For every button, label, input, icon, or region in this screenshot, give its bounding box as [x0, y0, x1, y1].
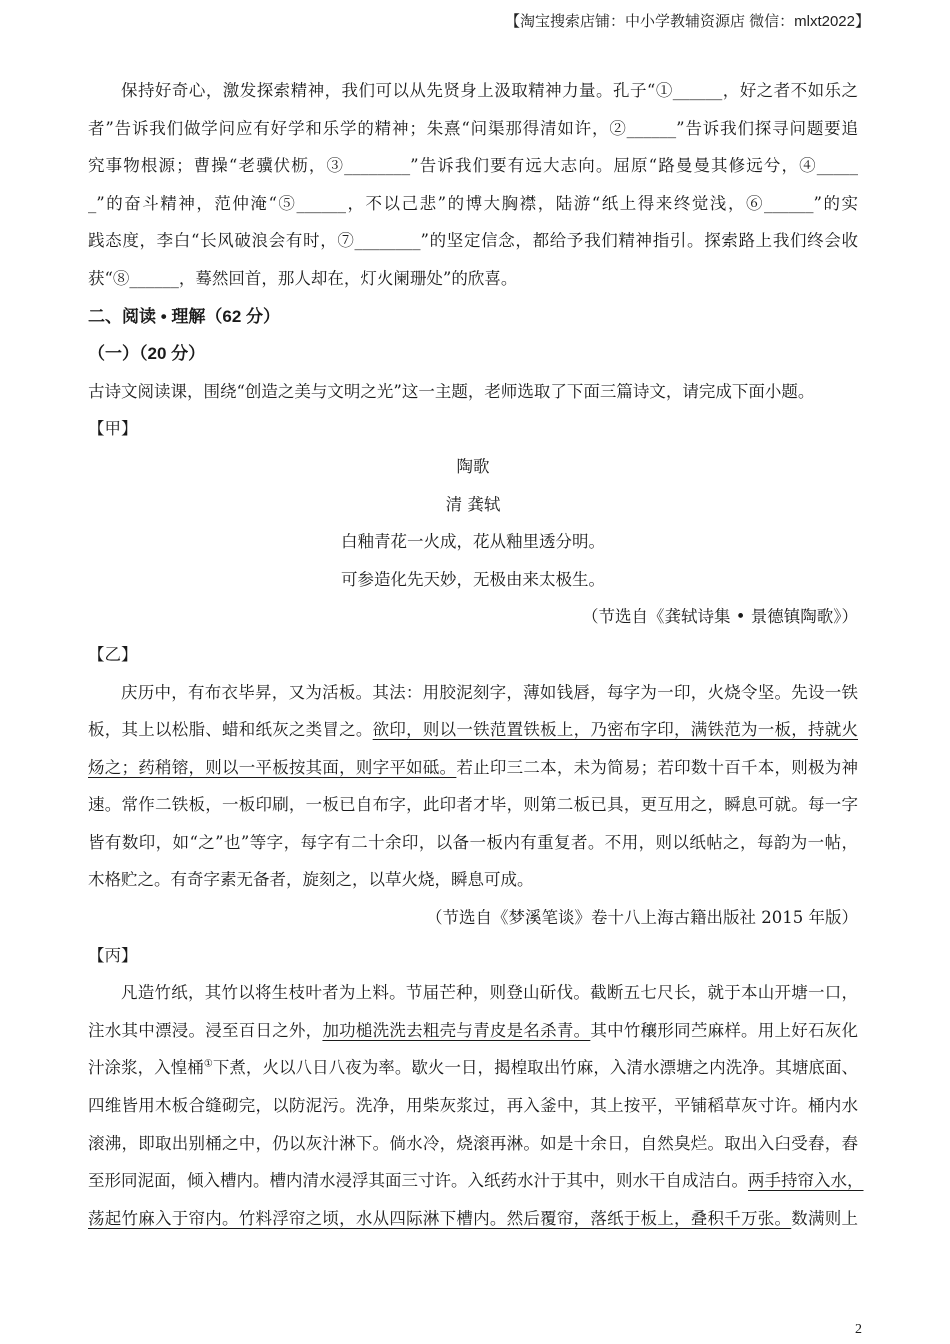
passage-line: 木格贮之。有奇字素无备者，旋刻之，以草火烧，瞬息可成。: [88, 870, 534, 890]
section-title: 二、阅读 • 理解（62 分）: [88, 306, 281, 326]
passage-line: 庆历中，有布衣毕昇，又为活板。其法：用胶泥刻字，薄如钱唇，每字为一印，火烧令坚。先设一铁: [121, 682, 858, 702]
document-body: [88, 72, 864, 1237]
passage-line: 四维皆用木板合缝砌完，以防泥污。洗净，用柴灰浆过，再入釜中，其上按平，平铺稻草灰寸许。桶内水: [88, 1096, 858, 1116]
poem-line: 可参造化先天妙，无极由来太极生。: [341, 569, 605, 589]
intro-line: _”的奋斗精神，范仲淹“⑤______，不以己悲”的博大胸襟，陆游“纸上得来终觉浅，⑥______”的实: [88, 193, 858, 213]
passage-text: 汁涂浆，入惶桶: [88, 1058, 204, 1078]
poem-source: （节选自《龚轼诗集 • 景德镇陶歌》）: [582, 607, 858, 627]
passage-source: （节选自《梦溪笔谈》卷十八上海古籍出版社 2015 年版）: [426, 908, 858, 928]
page-header: 【淘宝搜索店铺：中小学教辅资源店 微信：mlxt2022】: [504, 13, 870, 30]
part-title: （一）（20 分）: [88, 344, 206, 364]
passage-line: 皆有数印，如“之”也”等字，每字有二十余印，以备一板内有重复者。不用，则以纸帖之，每韵为一帖，: [88, 832, 858, 852]
underlined-text: 炀之；药稍镕，则以一平板按其面，则字平如砥。: [88, 757, 457, 777]
text-label-bing: 【丙】: [88, 945, 138, 965]
passage-text: 其中竹穰形同苎麻样。用上好石灰化: [590, 1020, 859, 1040]
underlined-text: 荡起竹麻入于帘内。竹料浮帘之顷，水从四际淋下槽内。然后覆帘，落纸于板上，叠积千万张。: [88, 1208, 792, 1228]
intro-line: 究事物根源；曹操“老骥伏枥，③________”告诉我们要有远大志向。屈原“路曼曼其修远兮，④_____: [88, 156, 858, 176]
poem-author: 清 龚轼: [445, 494, 501, 514]
page-number: 2: [855, 1322, 862, 1337]
footnote-marker: ①: [203, 1058, 213, 1070]
passage-line: [88, 711, 858, 749]
passage-text: 数满则上: [791, 1208, 859, 1228]
passage-line: [88, 1012, 858, 1050]
underlined-text: 欲印，则以一铁范置铁板上，乃密布字印，满铁范为一板，持就火: [372, 720, 859, 740]
intro-line: 践态度，李白“长风破浪会有时，⑦________”的坚定信念，都给予我们精神指引。探索路上我们终会收: [88, 231, 858, 251]
part-intro: 古诗文阅读课，围绕“创造之美与文明之光”这一主题，老师选取了下面三篇诗文，请完成下面小题。: [88, 381, 815, 401]
passage-line: [88, 749, 858, 787]
passage-text: 下煮，火以八日八夜为率。歇火一日，揭楻取出竹麻，入清水漂塘之内洗净。其塘底面、: [212, 1058, 859, 1078]
passage-line: 凡造竹纸，其竹以将生枝叶者为上料。节届芒种，则登山斫伐。截断五七尺长，就于本山开塘一口，: [121, 983, 858, 1003]
poem-line: 白釉青花一火成，花从釉里透分明。: [341, 532, 605, 552]
underlined-text: 加功槌洗洗去粗壳与青皮是名杀青。: [322, 1020, 591, 1040]
passage-text: 板，其上以松脂、蜡和纸灰之类冒之。: [88, 720, 373, 740]
passage-line: [88, 1049, 858, 1087]
passage-line: [88, 1200, 858, 1238]
text-label-jia: 【甲】: [88, 419, 138, 439]
underlined-text: 两手持帘入水，: [748, 1171, 864, 1191]
intro-line: 者”告诉我们做学问应有好学和乐学的精神；朱熹“问渠那得清如许，②______”告诉我们探寻问题要追: [88, 118, 858, 138]
text-label-yi: 【乙】: [88, 644, 138, 664]
passage-line: 滚沸，即取出别桶之中，仍以灰汁淋下。倘水冷，烧滚再淋。如是十余日，自然臭烂。取出入臼受舂，舂: [88, 1133, 858, 1153]
intro-line: 获“⑧______，蓦然回首，那人却在，灯火阑珊处”的欣喜。: [88, 268, 518, 288]
poem-title: 陶歌: [456, 456, 490, 476]
passage-line: [88, 1162, 864, 1200]
passage-text: 至形同泥面，倾入槽内。槽内清水浸浮其面三寸许。入纸药水汁于其中，则水干自成洁白。: [88, 1171, 748, 1191]
intro-line: 保持好奇心，激发探索精神，我们可以从先贤身上汲取精神力量。孔子“①______，好之者不如乐之: [121, 81, 858, 100]
passage-line: 速。常作二铁板，一板印刷，一板已自布字，此印者才毕，则第二板已具，更互用之，瞬息可就。每一字: [88, 795, 858, 815]
passage-text: 注水其中漂浸。浸至百日之外，: [88, 1020, 323, 1040]
passage-text: 若止印三二本，未为简易；若印数十百千本，则极为神: [456, 757, 859, 777]
